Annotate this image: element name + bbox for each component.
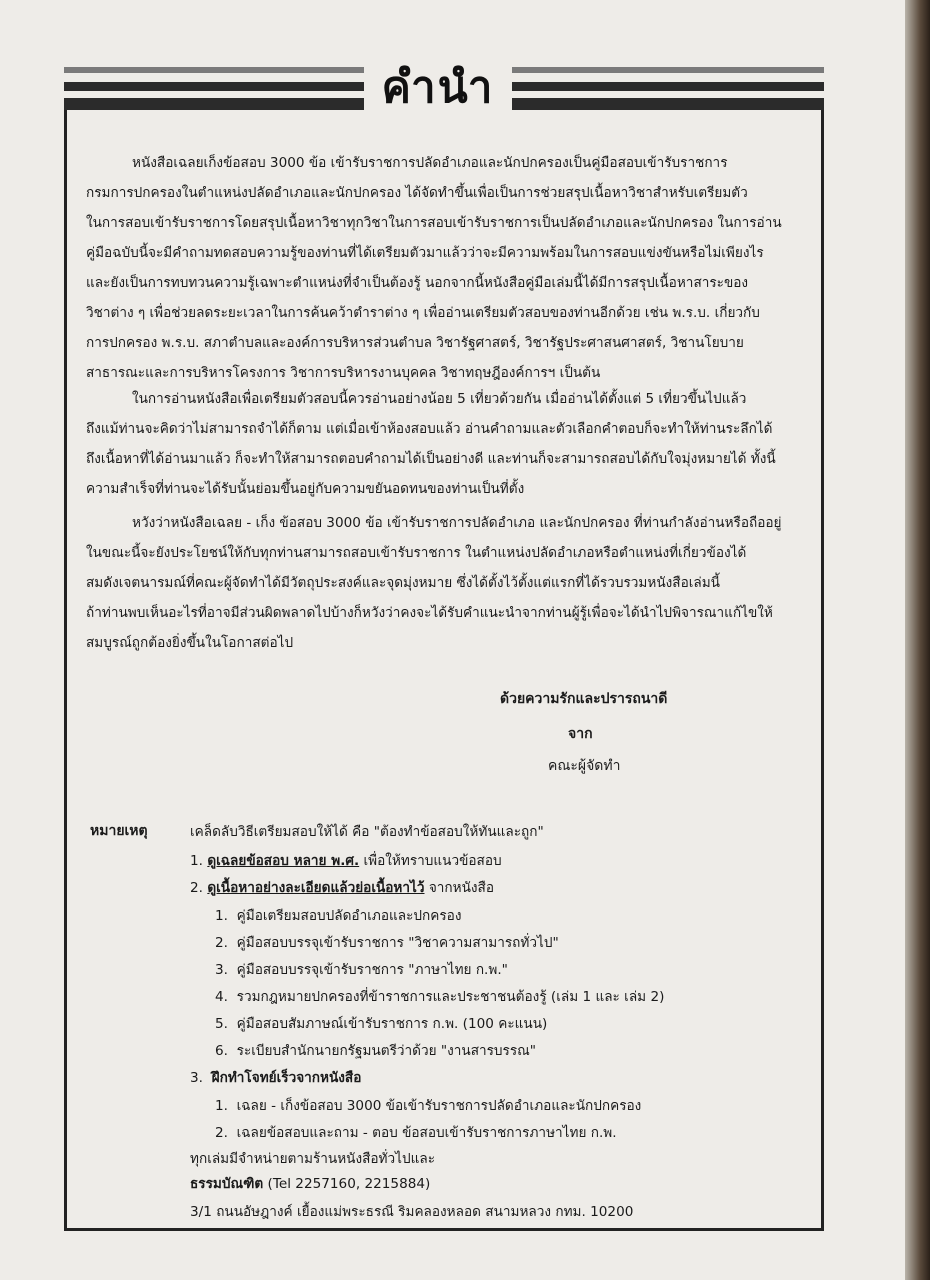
decorative-bars-right	[512, 64, 824, 114]
note-label: หมายเหตุ	[90, 823, 148, 839]
book-item: 1. คู่มือเตรียมสอบปลัดอำเภอและปกครอง	[215, 908, 462, 924]
book-item: 2. คู่มือสอบบรรจุเข้ารับราชการ "วิชาความสามารถทั่วไป"	[215, 935, 559, 951]
publisher-address: 3/1 ถนนอัษฎางค์ เยื้องแม่พระธรณี ริมคลองหลอด สนามหลวง กทม. 10200	[190, 1204, 634, 1220]
text-line: และยังเป็นการทบทวนความรู้เฉพาะตำแหน่งที่จำเป็นต้องรู้ นอกจากนี้หนังสือคู่มือเล่มนี้ได้มีการสรุปเนื้อหาสาระของ	[86, 275, 749, 291]
book-item: 3. คู่มือสอบบรรจุเข้ารับราชการ "ภาษาไทย ก.พ."	[215, 962, 508, 978]
text-line: ความสำเร็จที่ท่านจะได้รับนั้นย่อมขึ้นอยู่กับความขยันอดทนของท่านเป็นที่ตั้ง	[86, 481, 525, 497]
text-line: กรมการปกครองในตำแหน่งปลัดอำเภอและนักปกครอง ได้จัดทำขึ้นเพื่อเป็นการช่วยสรุปเนื้อหาวิชาสำหรับเตรียมตัว	[86, 185, 748, 201]
practice-item: 1. เฉลย - เก็งข้อสอบ 3000 ข้อเข้ารับราชการปลัดอำเภอและนักปกครอง	[215, 1098, 642, 1114]
text-line: การปกครอง พ.ร.บ. สภาตำบลและองค์การบริหารส่วนตำบล วิชารัฐศาสตร์, วิชารัฐประศาสนศาสตร์, วิชานโยบาย	[86, 335, 744, 351]
text-line: สมดังเจตนารมณ์ที่คณะผู้จัดทำได้มีวัตถุประสงค์และจุดมุ่งหมาย ซึ่งได้ตั้งไว้ตั้งแต่แรกที่ได้รวบรวมหนังสือเล่มนี้	[86, 575, 720, 591]
practice-item: 2. เฉลยข้อสอบและถาม - ตอบ ข้อสอบเข้ารับราชการภาษาไทย ก.พ.	[215, 1125, 617, 1141]
decorative-bars-left	[64, 64, 364, 114]
text-line: ถึงแม้ท่านจะคิดว่าไม่สามารถจำได้ก็ตาม แต่เมื่อเข้าห้องสอบแล้ว อ่านคำถามและตัวเลือกคำตอบก็จะทำให้ท่านระลึกได้	[86, 421, 773, 437]
text-line: ในการสอบเข้ารับราชการโดยสรุปเนื้อหาวิชาทุกวิชาในการสอบเข้ารับราชการเป็นปลัดอำเภอและนักปกครอง ในการอ่าน	[86, 215, 782, 231]
book-item: 4. รวมกฎหมายปกครองที่ข้าราชการและประชาชนต้องรู้ (เล่ม 1 และ เล่ม 2)	[215, 989, 665, 1005]
text-line: ในขณะนี้จะยังประโยชน์ให้กับทุกท่านสามารถสอบเข้ารับราชการ ในตำแหน่งปลัดอำเภอหรือตำแหน่งที่เกี่ยวข้องได้	[86, 545, 747, 561]
publisher-tel: (Tel 2257160, 2215884)	[263, 1176, 431, 1192]
text-line: สาธารณะและการบริหารโครงการ วิชาการบริหารงานบุคคล วิชาทฤษฎีองค์การฯ เป็นต้น	[86, 365, 601, 381]
text-line: ถ้าท่านพบเห็นอะไรที่อาจมีส่วนผิดพลาดไปบ้างก็หวังว่าคงจะได้รับคำแนะนำจากท่านผู้รู้เพื่อจะได้นำไปพิจารณาแก้ไขให้	[86, 605, 773, 621]
page-title: คำนำ	[381, 62, 495, 113]
text-line: วิชาต่าง ๆ เพื่อช่วยลดระยะเวลาในการค้นคว้าตำราต่าง ๆ เพื่ออ่านเตรียมตัวสอบของท่านอีกด้วย เช่น พ.ร.บ. เกี่ยวกับ	[86, 305, 760, 321]
signature-from: จาก	[568, 726, 593, 742]
note-intro: เคล็ดลับวิธีเตรียมสอบให้ได้ คือ "ต้องทำข้อสอบให้ทันและถูก"	[190, 824, 544, 840]
intro-paragraph	[86, 148, 806, 388]
text-line: ในการอ่านหนังสือเพื่อเตรียมตัวสอบนี้ควรอ่านอย่างน้อย 5 เที่ยวด้วยกัน เมื่ออ่านได้ตั้งแต่ 5 เที่ยวขึ้นไปแล้ว	[132, 391, 747, 407]
availability-text: ทุกเล่มมีจำหน่ายตามร้านหนังสือทั่วไปและ	[190, 1151, 435, 1167]
step-3: 3. ฝึกทำโจทย์เร็วจากหนังสือ	[190, 1070, 362, 1086]
publisher-line	[190, 1172, 430, 1194]
reading-paragraph	[86, 384, 806, 504]
text-line: สมบูรณ์ถูกต้องยิ่งขึ้นในโอกาสต่อไป	[86, 635, 294, 651]
text-line: ถึงเนื้อหาที่ได้อ่านมาแล้ว ก็จะทำให้สามารถตอบคำถามได้เป็นอย่างดี และท่านก็จะสามารถสอบได้กับใจมุ่งหมายได้ ทั้งนี้	[86, 451, 776, 467]
step-2: 2. ดูเนื้อหาอย่างละเอียดแล้วย่อเนื้อหาไว้ จากหนังสือ	[190, 880, 495, 896]
publisher-name: ธรรมบัณฑิต	[190, 1176, 264, 1192]
signature-authors: คณะผู้จัดทำ	[548, 758, 621, 774]
text-line: หวังว่าหนังสือเฉลย - เก็ง ข้อสอบ 3000 ข้อ เข้ารับราชการปลัดอำเภอ และนักปกครอง ที่ท่านกำลังอ่านหรือถืออยู่	[132, 515, 782, 531]
book-item: 6. ระเบียบสำนักนายกรัฐมนตรีว่าด้วย "งานสารบรรณ"	[215, 1043, 537, 1059]
title-band	[64, 64, 824, 114]
step-1: 1. ดูเฉลยข้อสอบ หลาย พ.ศ. เพื่อให้ทราบแนวข้อสอบ	[190, 853, 502, 869]
hope-paragraph	[86, 508, 806, 658]
text-line: หนังสือเฉลยเก็งข้อสอบ 3000 ข้อ เข้ารับราชการปลัดอำเภอและนักปกครองเป็นคู่มือสอบเข้ารับราชการ	[132, 155, 728, 171]
book-item: 5. คู่มือสอบสัมภาษณ์เข้ารับราชการ ก.พ. (100 คะแนน)	[215, 1016, 548, 1032]
text-line: คู่มือฉบับนี้จะมีคำถามทดสอบความรู้ของท่านที่ได้เตรียมตัวมาแล้วว่าจะมีความพร้อมในการสอบแข่งขันหรือไม่เพียงไร	[86, 245, 764, 261]
signature-closing: ด้วยความรักและปรารถนาดี	[500, 691, 668, 707]
page-edge-shadow	[905, 0, 930, 1280]
